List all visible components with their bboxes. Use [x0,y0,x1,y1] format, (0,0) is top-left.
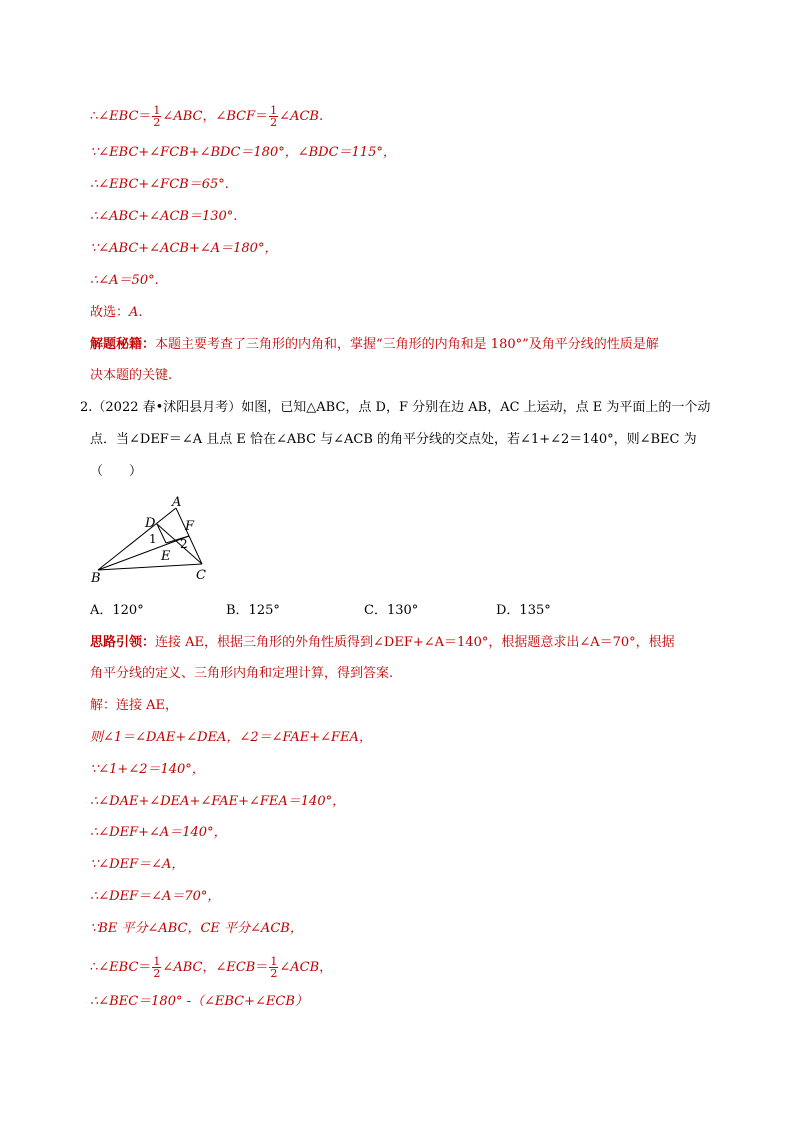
label-B: B [91,571,101,586]
proof-line: ∴∠ABC+∠ACB＝130°. [90,209,238,224]
text: ∴∠ [90,109,110,124]
tip-line-1 [90,336,659,354]
hint-label: 思路引领： [90,635,156,650]
solution-line: ∵∠DEF＝∠A， [90,857,185,872]
text: ABC [173,109,203,124]
text: ∴∠ [90,960,110,975]
numerator: 1 [153,104,161,117]
text: ，∠ [202,109,227,124]
label-E: E [161,549,171,564]
option-b: B．125° [226,603,280,618]
final-line: ∴∠BEC＝180° -（∠EBC+∠ECB） [90,994,308,1009]
segment-BC [98,564,202,570]
hint-text: 连接 AE，根据三角形的外角性质得到∠DEF+∠A＝140°，根据题意求出∠A＝70°，根据 [155,635,675,650]
solution-line: ∴∠DAE+∠DEA+∠FAE+∠FEA＝140°， [90,794,346,809]
numerator: 1 [270,104,278,117]
hint-line-2: 角平分线的定义、三角形内角和定理计算，得到答案. [90,666,394,681]
label-C: C [196,568,206,583]
question-line-2: 点．当∠DEF＝∠A 且点 E 恰在∠ABC 与∠ACB 的角平分线的交点处，若∠1+∠2＝140°，则∠BEC 为 [90,432,697,447]
label-F: F [185,519,195,534]
answer-value: A [129,305,139,320]
text: EBC [109,109,139,124]
answer-label: 故选： [90,305,130,320]
denominator: 2 [270,116,278,129]
text: ECB [226,960,256,975]
text: ABC [173,960,203,975]
tip-text: 本题主要考查了三角形的内角和，掌握“三角形的内角和是 180°”及角平分线的性质是解 [155,337,659,352]
label-D: D [145,516,156,531]
segment-BF [98,536,189,570]
text: ACB [290,960,320,975]
angle-2-label: 2 [180,537,188,551]
solution-line: ∴∠DEF+∠A＝140°， [90,825,227,840]
triangle-figure [88,494,228,586]
frac-line-1 [90,105,323,128]
proof-line: ∵∠ABC+∠ACB+∠A＝180°， [90,241,278,256]
fraction [269,956,278,979]
tip-label: 解题秘籍： [90,337,156,352]
solution-line: 解：连接 AE， [90,698,179,713]
proof-line: ∵∠EBC+∠FCB+∠BDC＝180°，∠BDC＝115°， [90,145,396,160]
frac-line-2 [90,956,332,979]
text: ， [319,960,333,975]
solution-line: ∵∠1+∠2＝140°， [90,762,205,777]
proof-line: ∴∠EBC+∠FCB＝65°. [90,177,229,192]
denominator: 2 [270,967,278,980]
text: EBC [109,960,139,975]
text: . [138,305,143,320]
text: . [318,109,324,124]
solution-line: ∴∠DEF＝∠A＝70°， [90,889,221,904]
denominator: 2 [153,967,161,980]
fraction [269,105,278,128]
fraction [152,105,161,128]
text: ，∠ [202,960,227,975]
text: ACB [290,109,319,124]
hint-line-1 [90,634,675,652]
tip-line-2: 决本题的关键. [90,368,173,383]
numerator: 1 [153,955,161,968]
option-a: A．120° [90,603,144,618]
solution-line: 则∠1＝∠DAE+∠DEA，∠2＝∠FAE+∠FEA， [90,730,372,745]
text: ＝ [138,109,152,124]
text: ∠ [279,960,291,975]
answer-line [90,304,143,322]
text: ∠ [279,109,291,124]
text: ＝ [255,960,269,975]
solution-line: ∵BE 平分∠ABC，CE 平分∠ACB， [90,921,303,936]
question-line-3: （ ） [90,464,143,479]
text: ∠ [162,960,174,975]
numerator: 1 [270,955,278,968]
text: ∠ [162,109,174,124]
fraction [152,956,161,979]
question-line-1: 2.（2022 春•沭阳县月考）如图，已知△ABC，点 D，F 分别在边 AB，AC 上运动，点 E 为平面上的一个动 [80,400,711,415]
option-d: D．135° [496,603,551,618]
text: ＝ [138,960,152,975]
label-A: A [172,495,182,510]
text: ＝ [255,109,269,124]
angle-1-label: 1 [149,532,157,546]
denominator: 2 [153,116,161,129]
segment-DE [157,524,166,543]
proof-line: ∴∠A＝50°. [90,273,159,288]
text: BCF [226,109,256,124]
option-c: C．130° [364,603,419,618]
